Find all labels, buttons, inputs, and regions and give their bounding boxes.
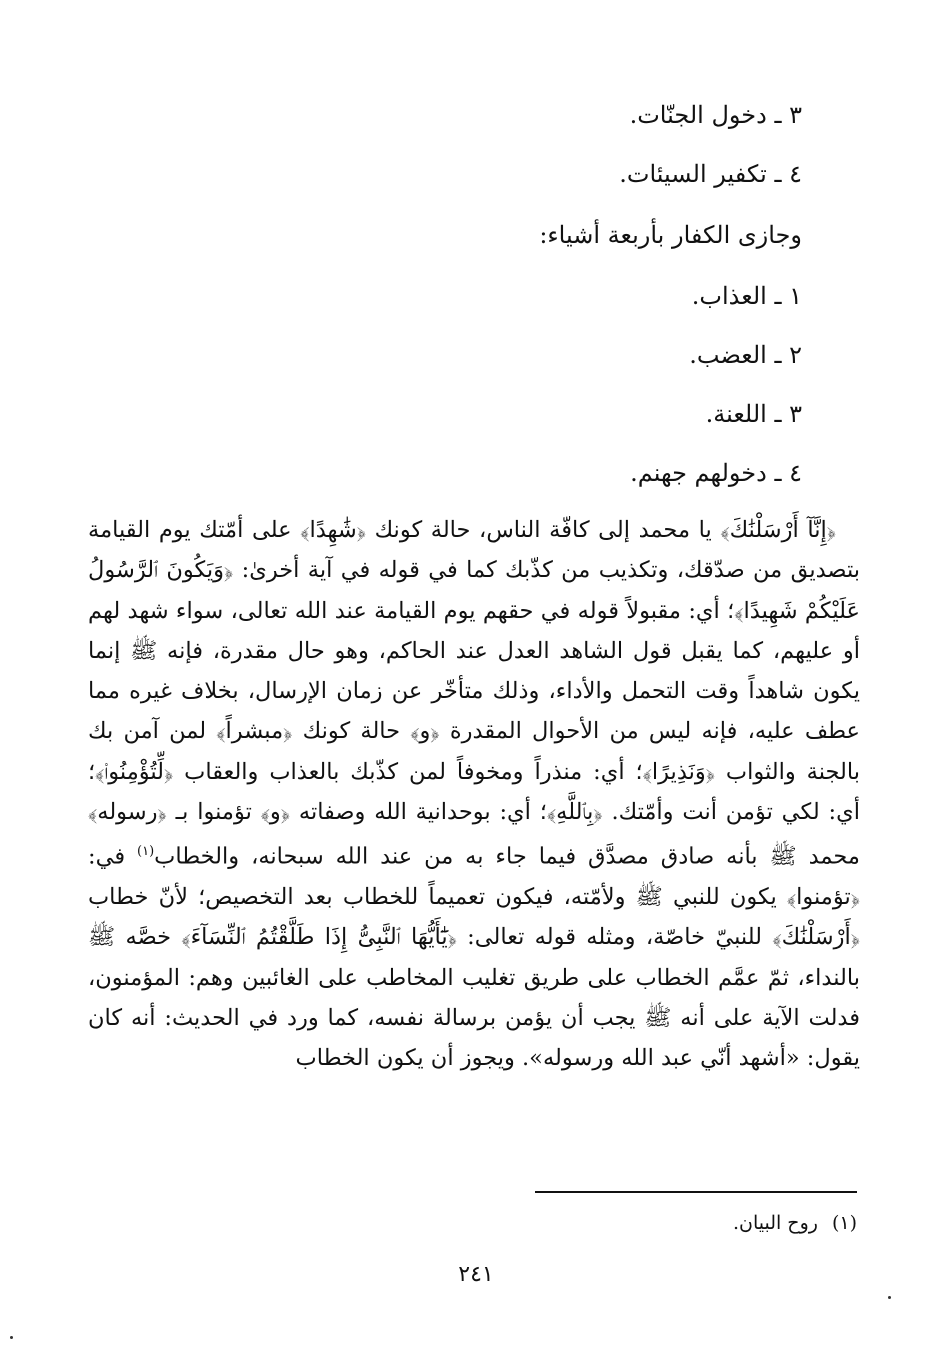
page-number: ٢٤١ <box>458 1262 494 1287</box>
punishment-item-2: ٢ ـ العضب. <box>689 341 802 369</box>
disbelievers-heading: وجازى الكفار بأربعة أشياء: <box>539 221 802 249</box>
punishment-item-3: ٣ ـ اللعنة. <box>705 400 802 428</box>
scan-speck <box>888 1296 891 1299</box>
punishment-item-4: ٤ ـ دخولهم جهنم. <box>630 459 802 487</box>
reward-item-3: ٣ ـ دخول الجنّات. <box>629 101 802 129</box>
scan-speck <box>10 1336 13 1339</box>
commentary-paragraph <box>88 510 860 1079</box>
paragraph-text-continued: في: ﴿تؤمنوا﴾ يكون للنبي ﷺ ولأمّته، فيكون تعميماً للخطاب بعد التخصيص؛ لأنّ خطاب ﴿أَرْسَلْنَٰكَ﴾ للنبيّ خاصّة، ومثله قوله تعالى: ﴿يَٰٓأَيُّهَا ٱلنَّبِىُّ إِذَا طَلَّقْتُمُ ٱلنِّسَآءَ﴾ خصَّه ﷺ بالنداء، ثمّ عمَّم الخطاب على طريق تغليب المخاطب على الغائبين وهم: المؤمنون، فدلت الآية على أنه ﷺ يجب أن يؤمن برسالة نفسه، كما ورد في الحديث: أنه كان يقول: «أشهد أنّي عبد الله ورسوله». ويجوز أن يكون الخطاب <box>88 843 860 1072</box>
reward-item-4: ٤ ـ تكفير السيئات. <box>619 160 802 188</box>
footnote-reference: (١) <box>137 844 155 860</box>
paragraph-text: ﴿إِنَّآ أَرْسَلْنَٰكَ﴾ يا محمد إلى كافّة الناس، حالة كونك ﴿شَٰهِدًا﴾ على أمّتك يوم القيامة بتصديق من صدّقك، وتكذيب من كذّبك كما في قوله في آية أخرىٰ: ﴿وَيَكُونَ ٱلرَّسُولُ عَلَيْكُمْ شَهِيدًا﴾؛ أي: مقبولاً قوله في حقهم يوم القيامة عند الله تعالى، سواء شهد لهم أو عليهم، كما يقبل قول الشاهد العدل عند الحاكم، وهو حال مقدرة، فإنه ﷺ إنما يكون شاهداً وقت التحمل والأداء، وذلك متأخّر عن زمان الإرسال، بخلاف غيره مما عطف عليه، فإنه ليس من الأحوال المقدرة ﴿و﴾ حالة كونك ﴿مبشراً﴾ لمن آمن بك بالجنة والثواب ﴿وَنَذِيرًا﴾؛ أي: منذراً ومخوفاً لمن كذّبك بالعذاب والعقاب ﴿لِّتُؤْمِنُوا۟﴾؛ أي: لكي تؤمن أنت وأمّتك. ﴿بِٱللَّهِ﴾؛ أي: بوحدانية الله وصفاته ﴿و﴾ تؤمنوا بـ ﴿رسوله﴾ محمد ﷺ بأنه صادق مصدَّق فيما جاء به من عند الله سبحانه، والخطاب <box>88 517 860 870</box>
footnote <box>733 1210 857 1236</box>
punishment-item-1: ١ ـ العذاب. <box>691 282 802 310</box>
footnote-divider <box>535 1191 857 1193</box>
footnote-number: (١) <box>831 1212 857 1234</box>
footnote-text: روح البيان. <box>732 1212 818 1234</box>
